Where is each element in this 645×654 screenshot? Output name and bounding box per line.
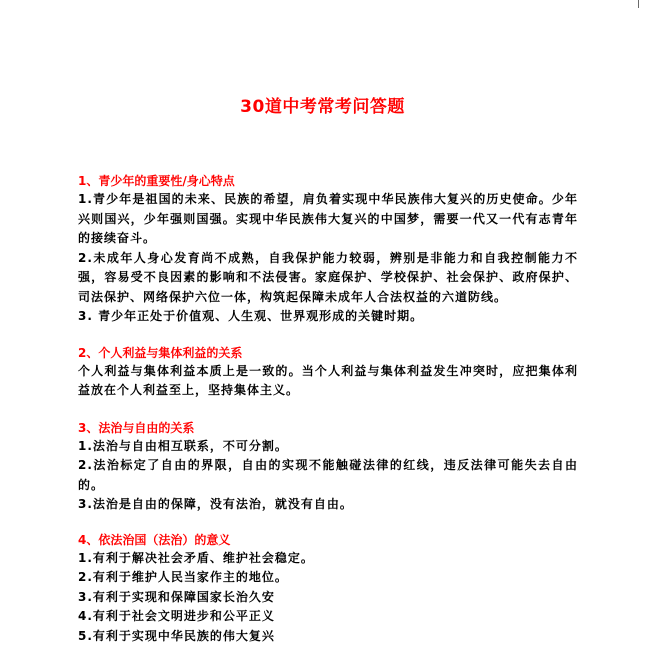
section-youth-importance bbox=[78, 172, 578, 327]
paragraph: 3. 青少年正处于价值观、人生观、世界观形成的关键时期。 bbox=[78, 309, 424, 323]
paragraph: 3.法治是自由的保障，没有法治，就没有自由。 bbox=[78, 497, 353, 511]
paragraph: 4.有利于社会文明进步和公平正义 bbox=[78, 609, 275, 623]
paragraph: 5.有利于实现中华民族的伟大复兴 bbox=[78, 628, 275, 643]
paragraph: 个人利益与集体利益本质上是一致的。当个人利益与集体利益发生冲突时，应把集体利益放在个人利益至上，坚持集体主义。 bbox=[78, 363, 578, 397]
page-corner-mark bbox=[638, 0, 639, 8]
paragraph: 2.有利于维护人民当家作主的地位。 bbox=[78, 570, 288, 584]
paragraph: 1.法治与自由相互联系，不可分割。 bbox=[78, 438, 288, 453]
paragraph: 2.未成年人身心发育尚不成熟，自我保护能力较弱，辨别是非能力和自我控制能力不强，容易受不良因素的影响和不法侵害。家庭保护、学校保护、社会保护、政府保护、司法保护、网络保护六位一体，构筑起保障未成年人合法权益的六道防线。 bbox=[78, 250, 578, 304]
section-rule-of-law-freedom bbox=[78, 419, 578, 515]
paragraph: 3.有利于实现和保障国家长治久安 bbox=[78, 589, 275, 604]
page-title: 30道中考常考问答题 bbox=[240, 97, 405, 117]
section-law-based-governance bbox=[78, 531, 578, 647]
section-individual-collective-interest bbox=[78, 344, 578, 401]
paragraph: 1.有利于解决社会矛盾、维护社会稳定。 bbox=[78, 550, 314, 565]
section-heading: 1、青少年的重要性/身心特点 bbox=[78, 174, 235, 188]
section-heading: 3、法治与自由的关系 bbox=[78, 420, 195, 435]
document-content bbox=[78, 172, 578, 646]
paragraph: 2.法治标定了自由的界限，自由的实现不能触碰法律的红线，违反法律可能失去自由的。 bbox=[78, 458, 578, 492]
section-heading: 2、个人利益与集体利益的关系 bbox=[78, 345, 243, 360]
paragraph: 1.青少年是祖国的未来、民族的希望，肩负着实现中华民族伟大复兴的历史使命。少年兴则国兴，少年强则国强。实现中华民族伟大复兴的中国梦，需要一代又一代有志青年的接续奋斗。 bbox=[78, 192, 578, 245]
section-heading: 4、依法治国（法治）的意义 bbox=[78, 532, 231, 547]
